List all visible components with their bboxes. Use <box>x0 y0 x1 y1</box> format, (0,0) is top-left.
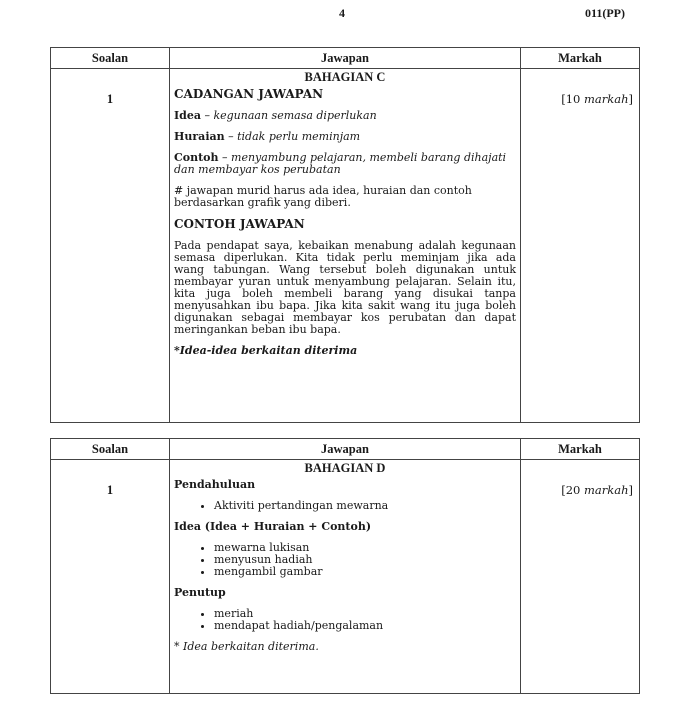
answer-cell <box>170 460 521 694</box>
idea-text: – kegunaan semasa diperlukan <box>200 109 377 122</box>
marking-note: # jawapan murid harus ada idea, huraian dan contoh berdasarkan grafik yang diberi. <box>174 184 472 209</box>
list-item: • mengambil gambar <box>214 566 516 578</box>
header-jawapan: Jawapan <box>170 48 521 69</box>
marks-word: markah <box>584 483 629 497</box>
contoh-label: Contoh <box>174 151 219 164</box>
question-cell <box>51 69 170 423</box>
list-item: • mewarna lukisan <box>214 542 516 554</box>
footnote: *Idea-idea berkaitan diterima <box>174 344 358 357</box>
huraian-line <box>174 131 516 143</box>
header-soalan: Soalan <box>51 48 170 69</box>
section-title: BAHAGIAN C <box>304 70 386 84</box>
contoh-line <box>174 152 516 176</box>
paper-code: 011(PP) <box>585 6 625 20</box>
table-header-row <box>51 439 640 460</box>
huraian-label: Huraian <box>174 130 225 143</box>
header-markah: Markah <box>521 48 640 69</box>
marks-bracket: ] <box>628 483 633 497</box>
marks <box>521 69 639 106</box>
contoh-text: – menyambung pelajaran, membeli barang dihajati dan membayar kos perubatan <box>174 151 507 176</box>
marks-bracket: ] <box>628 92 633 106</box>
header-jawapan: Jawapan <box>170 439 521 460</box>
idea-list <box>174 542 516 578</box>
marks-number: [10 <box>561 92 584 106</box>
idea-line <box>174 110 516 122</box>
marks-cell <box>521 69 640 423</box>
example-answer-text: Pada pendapat saya, kebaikan menabung adalah kegunaan semasa diperlukan. Kita tidak perlu meminjam jika ada wang tabungan. Wang tersebut boleh digunakan untuk membayar yuran untuk menyambung pelajaran. Selain itu, kita juga boleh membeli barang yang disukai tanpa menyusahkan ibu bapa. Jika kita sakit wang itu juga boleh digunakan sebagai membayar kos perubatan dan dapat meringankan beban ibu bapa. <box>174 239 516 336</box>
idea-title: Idea (Idea + Huraian + Contoh) <box>174 520 372 533</box>
question-cell <box>51 460 170 694</box>
answer-cell <box>170 69 521 423</box>
list-item: • mendapat hadiah/pengalaman <box>214 620 516 632</box>
table-row <box>51 69 640 423</box>
closing-list <box>174 608 516 632</box>
list-item: • menyusun hadiah <box>214 554 516 566</box>
answer-table-bahagian-d <box>50 438 640 694</box>
header-soalan: Soalan <box>51 439 170 460</box>
table-header-row <box>51 48 640 69</box>
intro-title: Pendahuluan <box>174 478 256 491</box>
marks <box>521 460 639 497</box>
closing-title: Penutup <box>174 586 226 599</box>
example-answer-title: CONTOH JAWAPAN <box>174 217 305 231</box>
section-title: BAHAGIAN D <box>304 461 386 475</box>
suggested-answer-title: CADANGAN JAWAPAN <box>174 87 324 101</box>
marks-cell <box>521 460 640 694</box>
huraian-text: – tidak perlu meminjam <box>224 130 361 143</box>
idea-label: Idea <box>174 109 201 122</box>
table-row <box>51 460 640 694</box>
marks-number: [20 <box>561 483 584 497</box>
footnote: * Idea berkaitan diterima. <box>174 640 319 653</box>
answer-table-bahagian-c <box>50 47 640 423</box>
list-item: • meriah <box>214 608 516 620</box>
question-number: 1 <box>106 92 114 106</box>
list-item: • Aktiviti pertandingan mewarna <box>214 500 516 512</box>
header-markah: Markah <box>521 439 640 460</box>
intro-list <box>174 500 516 512</box>
page-number: 4 <box>339 6 345 20</box>
question-number: 1 <box>106 483 114 497</box>
marks-word: markah <box>584 92 629 106</box>
